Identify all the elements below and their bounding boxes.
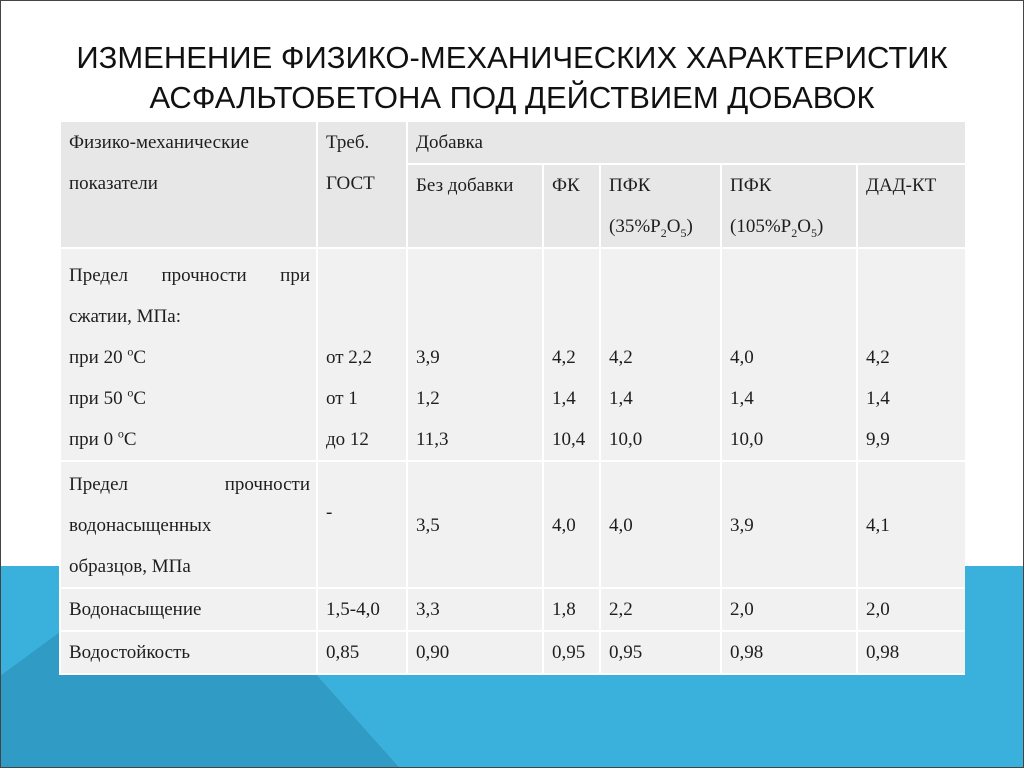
row-resistance — [60, 631, 965, 674]
header-properties-line2: показатели — [69, 173, 158, 194]
compression-pfk105: 4,0 1,4 10,0 — [721, 248, 857, 461]
header-cell-dad: ДАД-КТ — [857, 164, 965, 248]
resistance-dad: 0,98 — [857, 631, 965, 674]
header-properties-line1: Физико-механические — [69, 132, 249, 153]
header-cell-fk: ФК — [543, 164, 600, 248]
header-pfk105-name: ПФК — [730, 175, 772, 196]
compression-pfk35: 4,2 1,4 10,0 — [600, 248, 721, 461]
compression-dad: 4,2 1,4 9,9 — [857, 248, 965, 461]
header-cell-properties — [60, 122, 317, 248]
compression-none: 3,9 1,2 11,3 — [407, 248, 543, 461]
resistance-fk: 0,95 — [543, 631, 600, 674]
saturation-pfk105: 2,0 — [721, 588, 857, 631]
compression-gost: от 2,2 от 1 до 12 — [317, 248, 407, 461]
row-water-strength — [60, 461, 965, 588]
header-cell-none: Без добавки — [407, 164, 543, 248]
water-strength-none: 3,5 — [407, 461, 543, 588]
compression-label: Предел прочности при сжатии, МПа: при 20 $^о$С при 50 $^о$С при 0 $^о$С — [60, 248, 317, 461]
title-line-1: ИЗМЕНЕНИЕ ФИЗИКО-МЕХАНИЧЕСКИХ ХАРАКТЕРИСТИК — [76, 40, 948, 75]
saturation-dad: 2,0 — [857, 588, 965, 631]
header-cell-pfk35 — [600, 164, 721, 248]
water-strength-fk: 4,0 — [543, 461, 600, 588]
resistance-none: 0,90 — [407, 631, 543, 674]
saturation-gost: 1,5-4,0 — [317, 588, 407, 631]
resistance-gost: 0,85 — [317, 631, 407, 674]
row-compression — [60, 248, 965, 461]
slide-title — [40, 38, 984, 118]
properties-table — [59, 122, 965, 675]
water-strength-pfk105: 3,9 — [721, 461, 857, 588]
header-pfk105-formula: $(105\%P_2O_5)$ — [730, 216, 824, 240]
water-strength-label: Предел прочности водонасыщенных образцов, МПа — [60, 461, 317, 588]
header-row-1 — [60, 122, 965, 164]
header-gost-line2: ГОСТ — [326, 173, 375, 194]
header-gost-line1: Треб. — [326, 132, 370, 153]
resistance-pfk35: 0,95 — [600, 631, 721, 674]
saturation-none: 3,3 — [407, 588, 543, 631]
water-strength-gost: - — [317, 461, 407, 588]
water-strength-dad: 4,1 — [857, 461, 965, 588]
saturation-label: Водонасыщение — [60, 588, 317, 631]
saturation-pfk35: 2,2 — [600, 588, 721, 631]
header-cell-additive: Добавка — [407, 122, 965, 164]
title-line-2: АСФАЛЬТОБЕТОНА ПОД ДЕЙСТВИЕМ ДОБАВОК — [149, 80, 875, 115]
water-strength-pfk35: 4,0 — [600, 461, 721, 588]
compression-fk: 4,2 1,4 10,4 — [543, 248, 600, 461]
header-pfk35-name: ПФК — [609, 175, 651, 196]
row-saturation — [60, 588, 965, 631]
header-cell-pfk105 — [721, 164, 857, 248]
resistance-pfk105: 0,98 — [721, 631, 857, 674]
saturation-fk: 1,8 — [543, 588, 600, 631]
header-pfk35-formula: $(35\%P_2O_5)$ — [609, 216, 693, 240]
resistance-label: Водостойкость — [60, 631, 317, 674]
header-cell-gost — [317, 122, 407, 248]
